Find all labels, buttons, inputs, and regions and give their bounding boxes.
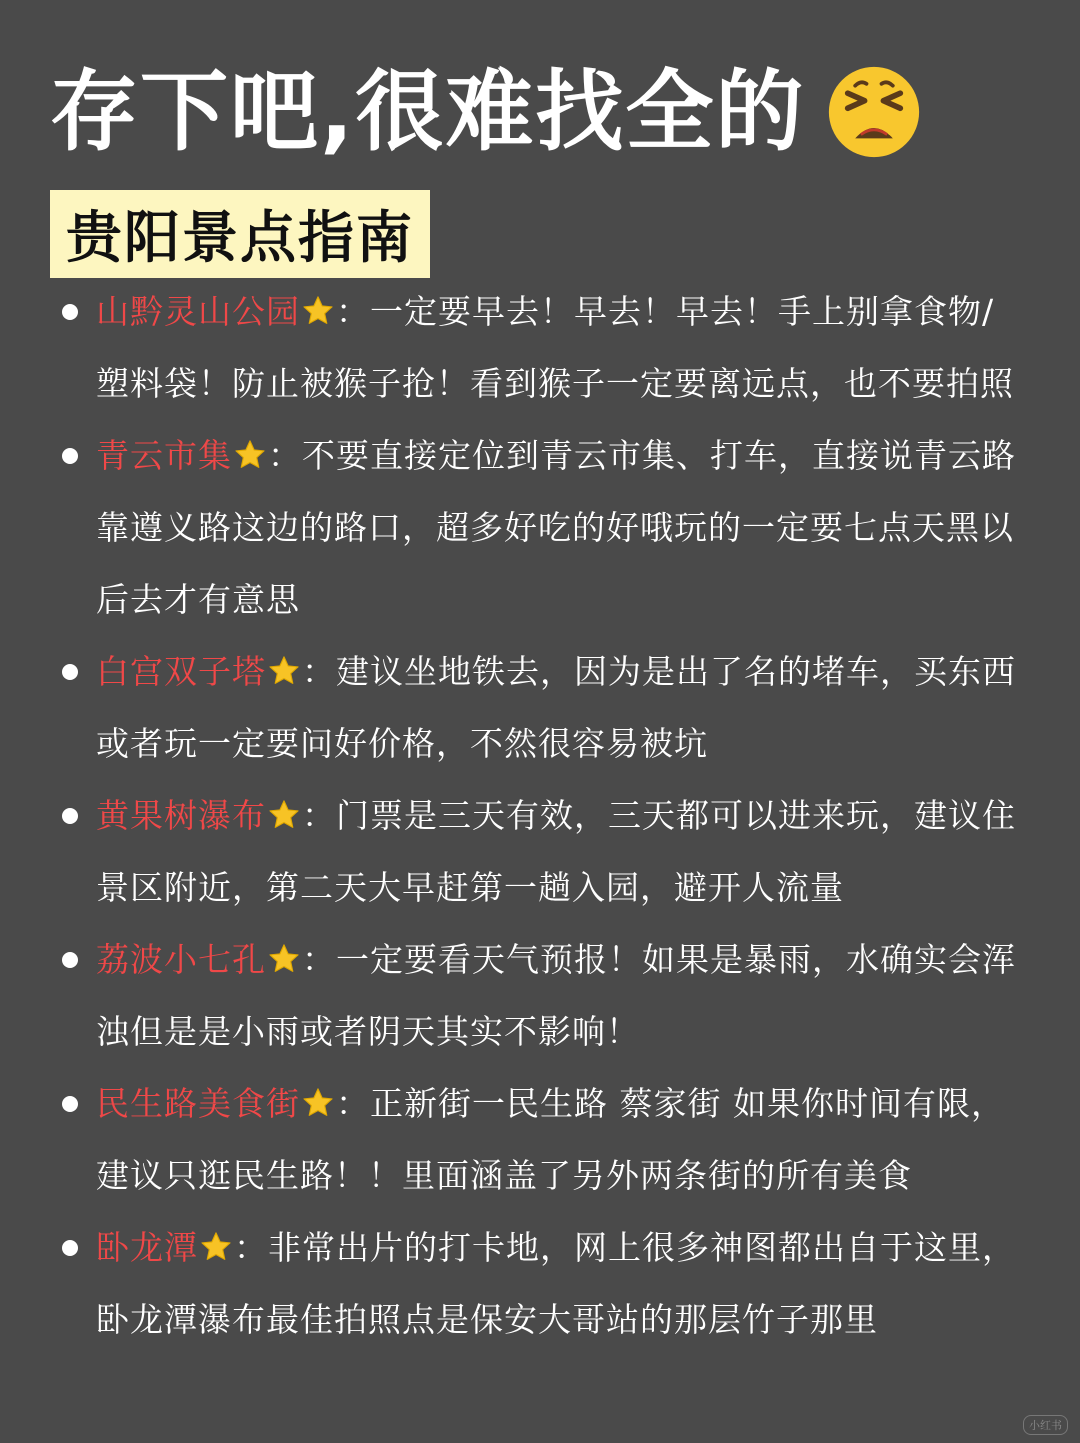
item-colon: ： bbox=[336, 1084, 370, 1123]
item-description: 正新街一民生路 蔡家街 如果你时间有限，建议只逛民生路！！里面涵盖了另外两条街的所有美食 bbox=[96, 1084, 1005, 1195]
item-description: 不要直接定位到青云市集、打车，直接说青云路靠遵义路这边的路口，超多好吃的好哦玩的一定要七点天黑以后去才有意思 bbox=[96, 436, 1016, 619]
item-description: 门票是三天有效，三天都可以进来玩，建议住景区附近，第二天大早赶第一趟入园，避开人流量 bbox=[96, 796, 1016, 907]
star-icon bbox=[267, 942, 301, 976]
attraction-name: 山黔灵山公园 bbox=[96, 292, 300, 331]
item-colon: ： bbox=[302, 652, 336, 691]
bullet-icon bbox=[62, 664, 78, 680]
item-colon: ： bbox=[302, 940, 336, 979]
section-tag-text: 贵阳景点指南 bbox=[66, 206, 414, 271]
item-colon: ： bbox=[302, 796, 336, 835]
attraction-list bbox=[0, 276, 1080, 1356]
list-item bbox=[0, 1068, 1080, 1212]
star-icon bbox=[233, 438, 267, 472]
item-description: 一定要早去！早去！早去！手上别拿食物/塑料袋！防止被猴子抢！看到猴子一定要离远点，也不要拍照 bbox=[96, 292, 1014, 403]
section-tag bbox=[50, 190, 430, 278]
tired-face-emoji-icon bbox=[827, 65, 921, 159]
list-item bbox=[0, 420, 1080, 636]
attraction-name: 卧龙潭 bbox=[96, 1228, 198, 1267]
bullet-icon bbox=[62, 1096, 78, 1112]
item-colon: ： bbox=[268, 436, 302, 475]
star-icon bbox=[199, 1230, 233, 1264]
star-icon bbox=[267, 654, 301, 688]
item-colon: ： bbox=[336, 292, 370, 331]
attraction-name: 民生路美食街 bbox=[96, 1084, 300, 1123]
item-description: 非常出片的打卡地，网上很多神图都出自于这里，卧龙潭瀑布最佳拍照点是保安大哥站的那层竹子那里 bbox=[96, 1228, 1016, 1339]
star-icon bbox=[267, 798, 301, 832]
bullet-icon bbox=[62, 448, 78, 464]
list-item bbox=[0, 636, 1080, 780]
headline bbox=[50, 52, 921, 172]
bullet-icon bbox=[62, 808, 78, 824]
list-item bbox=[0, 924, 1080, 1068]
item-description: 一定要看天气预报！如果是暴雨，水确实会浑浊但是是小雨或者阴天其实不影响！ bbox=[96, 940, 1016, 1051]
star-icon bbox=[301, 1086, 335, 1120]
item-colon: ： bbox=[234, 1228, 268, 1267]
attraction-name: 荔波小七孔 bbox=[96, 940, 266, 979]
attraction-name: 黄果树瀑布 bbox=[96, 796, 266, 835]
list-item bbox=[0, 276, 1080, 420]
list-item bbox=[0, 1212, 1080, 1356]
attraction-name: 白宫双子塔 bbox=[96, 652, 266, 691]
list-item bbox=[0, 780, 1080, 924]
headline-text: 存下吧,很难找全的 bbox=[50, 60, 806, 163]
bullet-icon bbox=[62, 952, 78, 968]
attraction-name: 青云市集 bbox=[96, 436, 232, 475]
watermark: 小红书 bbox=[1023, 1415, 1068, 1435]
item-description: 建议坐地铁去，因为是出了名的堵车，买东西或者玩一定要问好价格，不然很容易被坑 bbox=[96, 652, 1016, 763]
bullet-icon bbox=[62, 304, 78, 320]
star-icon bbox=[301, 294, 335, 328]
bullet-icon bbox=[62, 1240, 78, 1256]
